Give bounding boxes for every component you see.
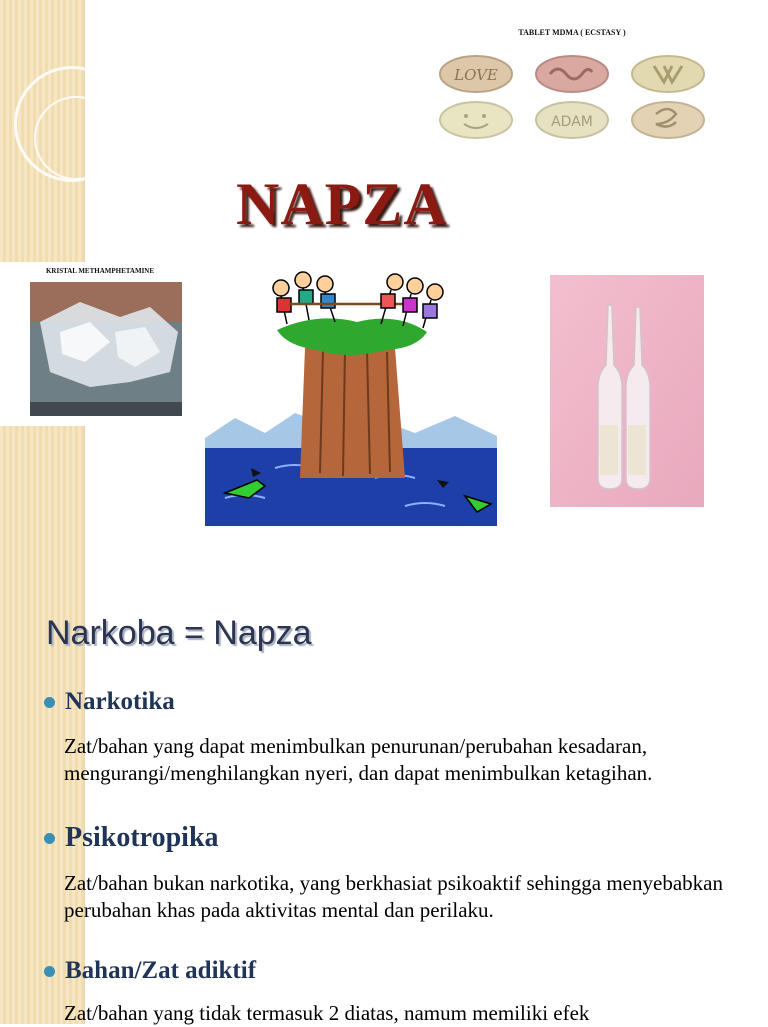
list-item-narkotika: [44, 688, 175, 716]
bullet-icon: [44, 966, 55, 977]
cliff-cartoon-graphic: [205, 268, 497, 526]
bullet-icon: [44, 833, 55, 844]
crystal-caption: KRISTAL METHAMPHETAMINE: [45, 267, 155, 275]
ecstasy-caption: TABLET MDMA ( ECSTASY ): [518, 28, 626, 37]
pill-label-adam: ADAM: [551, 114, 593, 130]
crystal-graphic: [0, 262, 198, 426]
term-label: Bahan/Zat adiktif: [65, 957, 257, 984]
list-item-bahan-zat-adiktif: [44, 957, 256, 985]
slide-title: NAPZA: [236, 171, 448, 237]
ecstasy-tablets-image: [432, 28, 712, 156]
ecstasy-tablets-graphic: [432, 28, 712, 156]
definition-text: Zat/bahan yang tidak termasuk 2 diatas, namum memiliki efek: [64, 1001, 590, 1025]
ampoules-graphic: [550, 275, 704, 507]
methamphetamine-crystal-image: [0, 262, 198, 426]
bullet-icon: [44, 697, 55, 708]
definition-text: Zat/bahan yang dapat menimbulkan penurunan/perubahan kesadaran, mengurangi/menghilangkan nyeri, dan dapat menimbulkan ketagihan.: [64, 734, 653, 785]
term-label: Narkotika: [65, 688, 175, 715]
list-item-psikotropika: [44, 822, 219, 854]
term-label: Psikotropika: [65, 822, 219, 853]
pill-label-love: LOVE: [454, 66, 498, 84]
slide-heading: Narkoba = Napza: [46, 614, 312, 652]
definition-text: Zat/bahan bukan narkotika, yang berkhasiat psikoaktif sehingga menyebabkan perubahan khas pada aktivitas mental dan perilaku.: [64, 871, 723, 922]
decorative-ring: [34, 96, 118, 180]
